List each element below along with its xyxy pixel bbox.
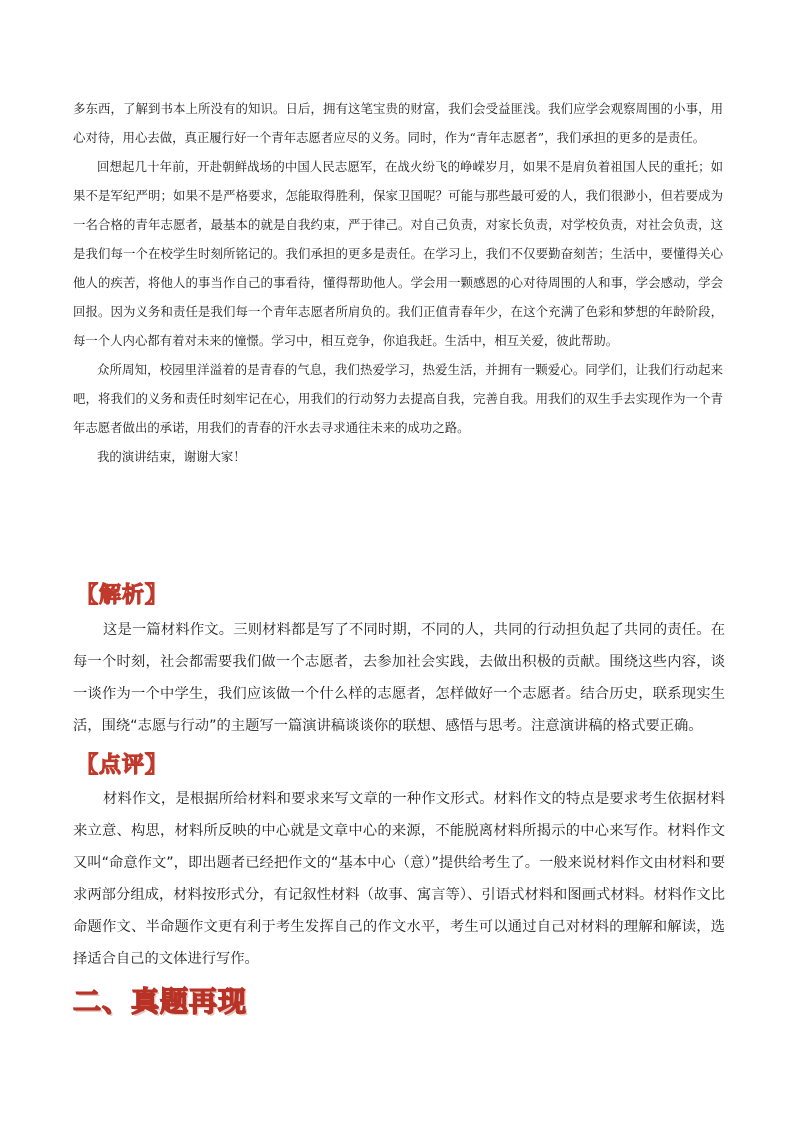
analysis-text-block xyxy=(73,614,725,742)
essay-paragraph: 回想起几十年前，开赴朝鲜战场的中国人民志愿军，在战火纷飞的峥嵘岁月，如果不是肩负着祖国人民的重托；如果不是军纪严明；如果不是严格要求，怎能取得胜利，保家卫国呢？可能与那些最可爱的人，我们很渺小，但若要成为一名合格的青年志愿者，最基本的就是自我约束，严于律己。对自己负责，对家长负责，对学校负责，对社会负责，这是我们每一个在校学生时刻所铭记的。我们承担的更多是责任。在学习上，我们不仅要勤奋刻苦；生活中，要懂得关心他人的疾苦，将他人的事当作自己的事看待，懂得帮助他人。学会用一颗感恩的心对待周围的人和事，学会感动，学会回报。因为义务和责任是我们每一个青年志愿者所肩负的。我们正值青春年少，在这个充满了色彩和梦想的年龄阶段，每一个人内心都有着对未来的憧憬。学习中，相互竞争，你追我赶。生活中，相互关爱，彼此帮助。 xyxy=(73,159,723,348)
essay-closing: 我的演讲结束，谢谢大家！ xyxy=(97,449,246,464)
comment-heading: 〖点评〗 xyxy=(76,753,169,778)
essay-paragraph: 众所周知，校园里洋溢着的是青春的气息，我们热爱学习，热爱生活，并拥有一颗爱心。同学们，让我们行动起来吧，将我们的义务和责任时刻牢记在心，用我们的行动努力去提高自我，完善自我。用我们的双生手去实现作为一个青年志愿者做出的承诺，用我们的青春的汗水去寻求通往未来的成功之路。 xyxy=(73,362,723,435)
analysis-heading: 〖解析〗 xyxy=(76,583,169,608)
essay-body xyxy=(73,94,723,471)
section-title: 二、真题再现 xyxy=(73,985,248,1018)
analysis-paragraph: 这是一篇材料作文。三则材料都是写了不同时期，不同的人，共同的行动担负起了共同的责任。在每一个时刻，社会都需要我们做一个志愿者，去参加社会实践，去做出积极的贡献。围绕这些内容，谈一谈作为一个中学生，我们应该做一个什么样的志愿者，怎样做好一个志愿者。结合历史，联系现实生活，围绕“志愿与行动”的主题写一篇演讲稿谈谈你的联想、感悟与思考。注意演讲稿的格式要正确。 xyxy=(73,622,725,734)
essay-paragraph: 多东西，了解到书本上所没有的知识。日后，拥有这笔宝贵的财富，我们会受益匪浅。我们应学会观察周围的小事，用心对待，用心去做，真正履行好一个青年志愿者应尽的义务。同时，作为“青年志愿者”，我们承担的更多的是责任。 xyxy=(73,101,723,145)
comment-paragraph: 材料作文，是根据所给材料和要求来写文章的一种作文形式。材料作文的特点是要求考生依据材料来立意、构思，材料所反映的中心就是文章中心的来源，不能脱离材料所揭示的中心来写作。材料作文又叫“命意作文”，即出题者已经把作文的“基本中心（意）”提供给考生了。一般来说材料作文由材料和要求两部分组成，材料按形式分，有记叙性材料（故事、寓言等）、引语式材料和图画式材料。材料作文比命题作文、半命题作文更有利于考生发挥自己的作文水平，考生可以通过自己对材料的理解和解读，选择适合自己的文体进行写作。 xyxy=(73,791,725,967)
comment-text-block xyxy=(73,783,725,975)
